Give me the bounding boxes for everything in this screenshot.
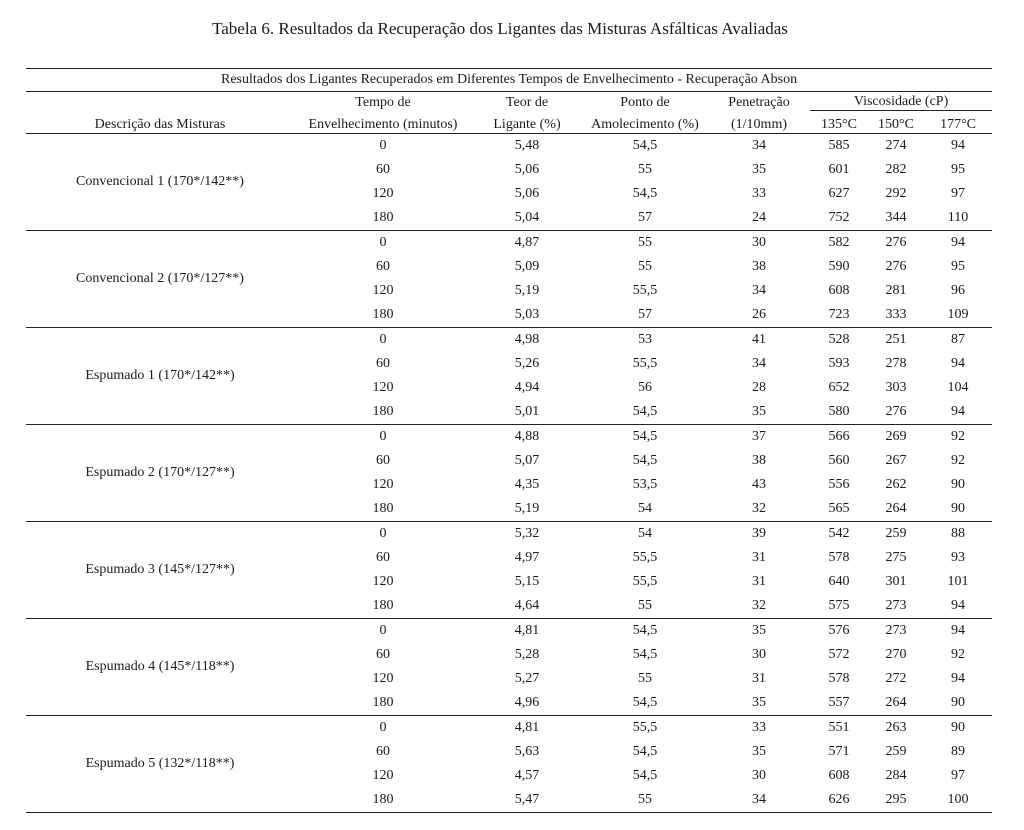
cell-visc-177: 94: [924, 594, 992, 619]
cell-visc-135: 626: [810, 788, 868, 813]
cell-teor: 4,35: [514, 477, 540, 492]
cell-ponto: 54,5: [582, 691, 708, 716]
cell-penetracao: 38: [752, 259, 766, 274]
cell-visc-177: 97: [951, 768, 966, 783]
cell-tempo: 180: [294, 497, 472, 522]
cell-teor: 5,15: [514, 574, 540, 589]
cell-ponto: 55: [638, 259, 652, 274]
cell-visc-150: 259: [885, 526, 907, 541]
cell-ponto: 54,5: [632, 744, 658, 759]
cell-visc-135: 580: [810, 400, 868, 425]
cell-penetracao: 26: [708, 303, 810, 328]
cell-penetracao: 35: [752, 744, 766, 759]
cell-teor: 5,04: [472, 206, 582, 231]
cell-visc-135: 582: [828, 235, 850, 250]
cell-visc-177: 94: [924, 400, 992, 425]
cell-tempo: 0: [379, 623, 387, 638]
cell-penetracao: 34: [752, 283, 766, 298]
cell-teor: 4,57: [514, 768, 540, 783]
cell-tempo: 60: [376, 162, 390, 177]
cell-visc-135: 608: [828, 283, 850, 298]
cell-visc-135: 752: [810, 206, 868, 231]
cell-ponto: 54,5: [632, 623, 658, 638]
cell-visc-135: 575: [810, 594, 868, 619]
cell-penetracao: 33: [752, 720, 766, 735]
cell-visc-150: 270: [885, 647, 907, 662]
cell-visc-135: 652: [828, 380, 850, 395]
cell-visc-150: 263: [885, 720, 907, 735]
cell-ponto: 54,5: [632, 768, 658, 783]
cell-teor: 4,98: [514, 332, 540, 347]
cell-ponto: 53,5: [632, 477, 658, 492]
header-descricao: Descrição das Misturas: [26, 92, 294, 134]
cell-visc-135: 542: [828, 526, 850, 541]
cell-tempo: 0: [379, 526, 387, 541]
cell-ponto: 54,5: [632, 647, 658, 662]
cell-ponto: 55,5: [632, 574, 658, 589]
cell-penetracao: 35: [708, 691, 810, 716]
cell-teor: 5,26: [514, 356, 540, 371]
cell-teor: 5,06: [514, 186, 540, 201]
table-row: [26, 425, 992, 450]
cell-visc-135: 590: [828, 259, 850, 274]
cell-ponto: 55,5: [632, 720, 658, 735]
cell-tempo: 120: [372, 768, 394, 783]
header-ponto-line2: Amolecimento (%): [582, 111, 708, 134]
cell-ponto: 55: [582, 788, 708, 813]
cell-visc-177: 95: [951, 259, 966, 274]
cell-penetracao: 35: [752, 623, 766, 638]
table-body: [26, 134, 992, 813]
cell-teor: 4,64: [472, 594, 582, 619]
cell-penetracao: 33: [752, 186, 766, 201]
cell-tempo: 180: [294, 206, 472, 231]
cell-penetracao: 38: [752, 453, 766, 468]
cell-visc-177: 90: [951, 477, 966, 492]
cell-penetracao: 41: [752, 332, 766, 347]
cell-ponto: 56: [638, 380, 652, 395]
cell-tempo: 120: [372, 186, 394, 201]
cell-penetracao: 28: [752, 380, 766, 395]
cell-ponto: 55: [638, 162, 652, 177]
cell-ponto: 54: [638, 526, 652, 541]
cell-visc-135: 557: [810, 691, 868, 716]
cell-teor: 4,81: [514, 720, 540, 735]
cell-visc-177: 94: [951, 623, 966, 638]
cell-penetracao: 31: [752, 671, 766, 686]
table-row: [26, 134, 992, 159]
cell-visc-150: 259: [885, 744, 907, 759]
cell-visc-135: 528: [828, 332, 850, 347]
cell-visc-177: 110: [924, 206, 992, 231]
cell-visc-177: 93: [951, 550, 966, 565]
cell-visc-150: 269: [885, 429, 907, 444]
cell-teor: 5,19: [472, 497, 582, 522]
cell-visc-177: 92: [951, 429, 966, 444]
cell-tempo: 180: [294, 400, 472, 425]
cell-tempo: 120: [372, 283, 394, 298]
cell-penetracao: 34: [752, 138, 766, 153]
header-tempo-line2: Envelhecimento (minutos): [294, 111, 472, 134]
cell-tempo: 180: [294, 691, 472, 716]
cell-visc-177: 92: [951, 453, 966, 468]
cell-ponto: 54,5: [632, 186, 658, 201]
cell-visc-150: 281: [885, 283, 907, 298]
header-penetracao-line1: Penetração: [728, 94, 790, 110]
cell-penetracao: 32: [708, 594, 810, 619]
cell-tempo: 60: [376, 259, 390, 274]
cell-visc-135: 627: [828, 186, 850, 201]
header-teor-line1: Teor de: [505, 94, 549, 110]
table-caption: Tabela 6. Resultados da Recuperação dos Ligantes das Misturas Asfálticas Avaliadas: [212, 19, 788, 38]
cell-tempo: 0: [379, 332, 387, 347]
cell-penetracao: 35: [708, 400, 810, 425]
cell-visc-150: 264: [868, 691, 924, 716]
cell-teor: 5,48: [514, 138, 540, 153]
cell-penetracao: 31: [752, 574, 766, 589]
cell-tempo: 120: [372, 380, 394, 395]
cell-visc-177: 94: [951, 235, 966, 250]
cell-visc-135: 585: [828, 138, 850, 153]
cell-visc-150: 273: [885, 623, 907, 638]
cell-teor: 5,06: [514, 162, 540, 177]
cell-ponto: 54,5: [632, 138, 658, 153]
cell-ponto: 55: [638, 671, 652, 686]
cell-tempo: 60: [376, 647, 390, 662]
cell-ponto: 54,5: [632, 429, 658, 444]
cell-ponto: 55,5: [632, 356, 658, 371]
cell-visc-150: 276: [885, 235, 907, 250]
cell-penetracao: 37: [752, 429, 766, 444]
cell-teor: 4,97: [514, 550, 540, 565]
mixture-name: Espumado 2 (170*/127**): [26, 425, 294, 522]
mixture-name: Convencional 2 (170*/127**): [26, 231, 294, 328]
cell-teor: 5,63: [514, 744, 540, 759]
table-row: [26, 522, 992, 547]
cell-tempo: 180: [294, 788, 472, 813]
cell-teor: 5,03: [472, 303, 582, 328]
cell-penetracao: 30: [752, 768, 766, 783]
header-penetracao-line2: (1/10mm): [708, 111, 810, 134]
cell-teor: 5,01: [472, 400, 582, 425]
cell-visc-177: 109: [924, 303, 992, 328]
cell-visc-177: 101: [947, 574, 969, 589]
cell-visc-150: 275: [885, 550, 907, 565]
header-ponto-line1: Ponto de: [620, 94, 670, 110]
header-visc-150: 150°C: [868, 111, 924, 134]
cell-visc-150: 278: [885, 356, 907, 371]
cell-visc-177: 96: [951, 283, 966, 298]
cell-tempo: 0: [379, 235, 387, 250]
mixture-name: Espumado 3 (145*/127**): [26, 522, 294, 619]
cell-teor: 4,96: [472, 691, 582, 716]
cell-visc-135: 640: [828, 574, 850, 589]
cell-visc-177: 90: [951, 720, 966, 735]
cell-penetracao: 43: [752, 477, 766, 492]
cell-teor: 4,87: [514, 235, 540, 250]
cell-visc-150: 295: [868, 788, 924, 813]
cell-teor: 4,81: [514, 623, 540, 638]
cell-visc-135: 571: [828, 744, 850, 759]
cell-ponto: 54,5: [632, 453, 658, 468]
cell-visc-150: 251: [885, 332, 907, 347]
table-row: [26, 619, 992, 644]
cell-visc-177: 95: [951, 162, 966, 177]
cell-ponto: 55: [638, 235, 652, 250]
cell-teor: 5,28: [514, 647, 540, 662]
cell-ponto: 54: [582, 497, 708, 522]
cell-penetracao: 34: [708, 788, 810, 813]
cell-visc-177: 94: [951, 356, 966, 371]
cell-visc-135: 576: [828, 623, 850, 638]
cell-tempo: 0: [379, 720, 387, 735]
cell-visc-177: 97: [951, 186, 966, 201]
cell-visc-150: 276: [868, 400, 924, 425]
cell-penetracao: 31: [752, 550, 766, 565]
cell-ponto: 55: [582, 594, 708, 619]
cell-visc-177: 90: [924, 691, 992, 716]
cell-visc-150: 274: [885, 138, 907, 153]
mixture-name: Convencional 1 (170*/142**): [26, 134, 294, 231]
cell-visc-150: 264: [868, 497, 924, 522]
cell-visc-135: 578: [828, 671, 850, 686]
cell-penetracao: 35: [752, 162, 766, 177]
cell-teor: 4,88: [514, 429, 540, 444]
cell-tempo: 120: [372, 574, 394, 589]
cell-penetracao: 30: [752, 647, 766, 662]
cell-visc-135: 566: [828, 429, 850, 444]
header-tempo-line1: Tempo de: [355, 94, 411, 110]
cell-visc-150: 273: [868, 594, 924, 619]
cell-visc-135: 593: [828, 356, 850, 371]
cell-visc-150: 333: [868, 303, 924, 328]
header-viscosidade: Viscosidade (cP): [810, 92, 992, 111]
cell-visc-150: 262: [885, 477, 907, 492]
cell-visc-177: 100: [924, 788, 992, 813]
cell-visc-177: 94: [951, 138, 966, 153]
table-supertitle: Resultados dos Ligantes Recuperados em Diferentes Tempos de Envelhecimento - Recuperação Abson: [26, 69, 992, 92]
cell-visc-177: 104: [947, 380, 969, 395]
cell-tempo: 120: [372, 671, 394, 686]
header-teor-line2: Ligante (%): [472, 111, 582, 134]
cell-teor: 5,19: [514, 283, 540, 298]
cell-visc-135: 723: [810, 303, 868, 328]
cell-penetracao: 30: [752, 235, 766, 250]
cell-ponto: 57: [582, 206, 708, 231]
cell-teor: 5,07: [514, 453, 540, 468]
cell-visc-150: 276: [885, 259, 907, 274]
table-row: [26, 231, 992, 256]
cell-visc-150: 284: [885, 768, 907, 783]
cell-ponto: 57: [582, 303, 708, 328]
cell-tempo: 0: [379, 138, 387, 153]
cell-tempo: 180: [294, 303, 472, 328]
cell-teor: 5,47: [472, 788, 582, 813]
cell-tempo: 60: [376, 356, 390, 371]
cell-visc-135: 556: [828, 477, 850, 492]
table-row: [26, 328, 992, 353]
cell-ponto: 54,5: [582, 400, 708, 425]
cell-visc-177: 92: [951, 647, 966, 662]
cell-tempo: 60: [376, 550, 390, 565]
cell-visc-150: 344: [868, 206, 924, 231]
mixture-name: Espumado 4 (145*/118**): [26, 619, 294, 716]
cell-teor: 5,09: [514, 259, 540, 274]
cell-visc-150: 301: [885, 574, 907, 589]
cell-penetracao: 24: [708, 206, 810, 231]
cell-penetracao: 39: [752, 526, 766, 541]
cell-penetracao: 32: [708, 497, 810, 522]
cell-tempo: 60: [376, 744, 390, 759]
cell-ponto: 55,5: [632, 550, 658, 565]
cell-tempo: 0: [379, 429, 387, 444]
cell-penetracao: 34: [752, 356, 766, 371]
cell-teor: 4,94: [514, 380, 540, 395]
cell-visc-177: 87: [951, 332, 966, 347]
cell-tempo: 60: [376, 453, 390, 468]
cell-visc-177: 88: [951, 526, 966, 541]
cell-visc-177: 90: [924, 497, 992, 522]
cell-visc-150: 272: [885, 671, 907, 686]
cell-visc-177: 94: [951, 671, 966, 686]
cell-visc-135: 565: [810, 497, 868, 522]
results-table: [26, 68, 992, 813]
cell-visc-135: 601: [828, 162, 850, 177]
cell-ponto: 55,5: [632, 283, 658, 298]
cell-visc-177: 89: [951, 744, 966, 759]
cell-visc-150: 282: [885, 162, 907, 177]
cell-visc-150: 292: [885, 186, 907, 201]
cell-visc-150: 303: [885, 380, 907, 395]
cell-visc-135: 551: [828, 720, 850, 735]
cell-visc-135: 560: [828, 453, 850, 468]
cell-teor: 5,32: [514, 526, 540, 541]
cell-visc-135: 608: [828, 768, 850, 783]
cell-tempo: 120: [372, 477, 394, 492]
table-row: [26, 716, 992, 741]
cell-visc-135: 572: [828, 647, 850, 662]
cell-ponto: 53: [638, 332, 652, 347]
header-visc-135: 135°C: [810, 111, 868, 134]
cell-visc-150: 267: [885, 453, 907, 468]
mixture-name: Espumado 1 (170*/142**): [26, 328, 294, 425]
mixture-name: Espumado 5 (132*/118**): [26, 716, 294, 813]
cell-visc-135: 578: [828, 550, 850, 565]
cell-teor: 5,27: [514, 671, 540, 686]
cell-tempo: 180: [294, 594, 472, 619]
header-visc-177: 177°C: [924, 111, 992, 134]
